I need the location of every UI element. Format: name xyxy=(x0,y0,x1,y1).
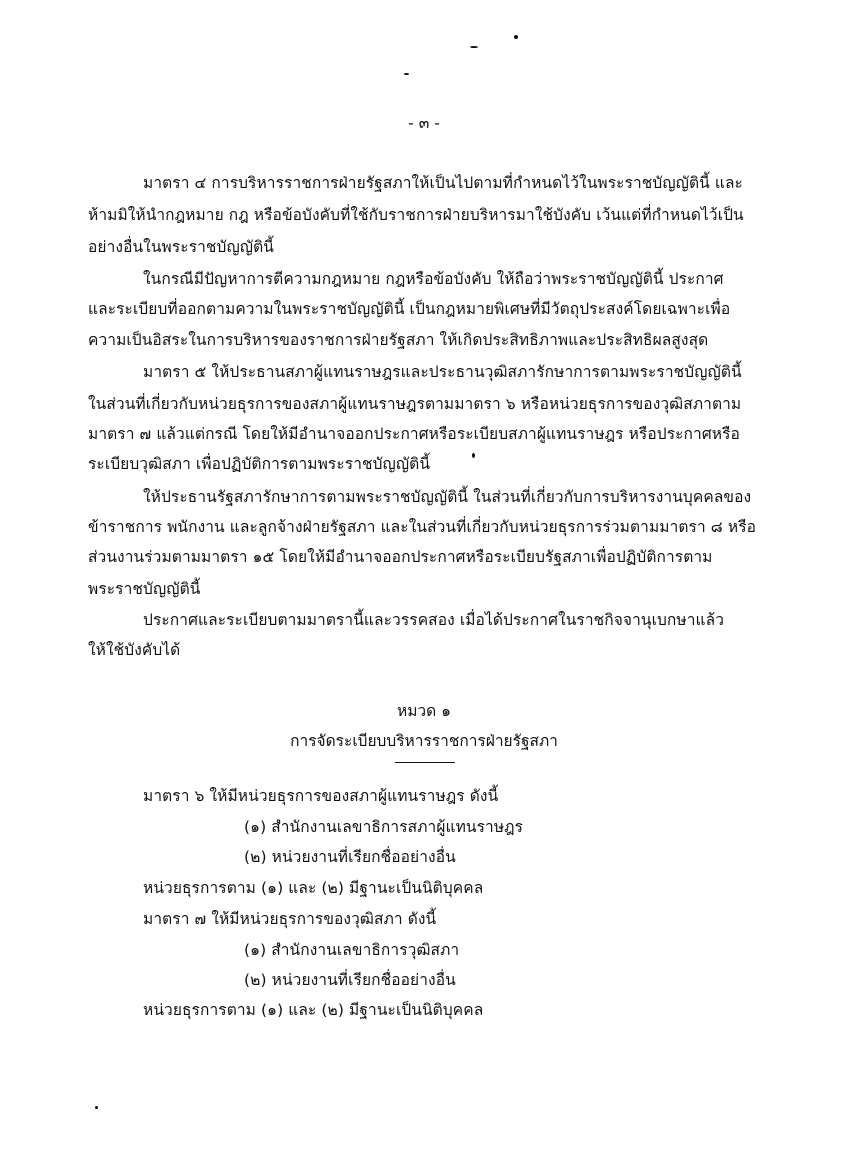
paragraph-line: พระราชบัญญัตินี้ xyxy=(88,580,201,598)
section-6-heading: มาตรา ๖ ให้มีหน่วยธุรการของสภาผู้แทนราษฎร ดังนี้ xyxy=(143,787,499,805)
chapter-number: หมวด ๑ xyxy=(397,702,451,720)
scan-speck xyxy=(470,46,478,48)
section-7-item-1: (๑) สำนักงานเลขาธิการวุฒิสภา xyxy=(244,941,460,959)
paragraph-line: มาตรา ๗ แล้วแต่กรณี โดยให้มีอำนาจออกประกาศหรือระเบียบสภาผู้แทนราษฎร หรือประกาศหรือ xyxy=(88,425,740,443)
scan-speck xyxy=(472,453,475,458)
paragraph-line: ในกรณีมีปัญหาการตีความกฎหมาย กฎหรือข้อบังคับ ให้ถือว่าพระราชบัญญัตินี้ ประกาศ xyxy=(143,270,724,288)
paragraph-line: ส่วนงานร่วมตามมาตรา ๑๕ โดยให้มีอำนาจออกประกาศหรือระเบียบรัฐสภาเพื่อปฏิบัติการตาม xyxy=(88,548,713,566)
paragraph-line: มาตรา ๔ การบริหารราชการฝ่ายรัฐสภาให้เป็นไปตามที่กำหนดไว้ในพระราชบัญญัตินี้ และ xyxy=(143,174,743,192)
paragraph-line: ให้ใช้บังคับได้ xyxy=(88,641,181,659)
page-number: - ๓ - xyxy=(408,114,440,132)
paragraph-line: ห้ามมิให้นำกฎหมาย กฎ หรือข้อบังคับที่ใช้กับราชการฝ่ายบริหารมาใช้บังคับ เว้นแต่ที่กำหนดไว้เป็น xyxy=(88,206,744,224)
chapter-divider xyxy=(395,762,455,763)
section-6-status: หน่วยธุรการตาม (๑) และ (๒) มีฐานะเป็นนิติบุคคล xyxy=(143,879,484,897)
section-6-item-1: (๑) สำนักงานเลขาธิการสภาผู้แทนราษฎร xyxy=(244,818,524,836)
paragraph-line: ความเป็นอิสระในการบริหารของราชการฝ่ายรัฐสภา ให้เกิดประสิทธิภาพและประสิทธิผลสูงสุด xyxy=(88,331,709,349)
scan-speck xyxy=(514,35,518,39)
section-6-item-2: (๒) หน่วยงานที่เรียกชื่ออย่างอื่น xyxy=(244,848,456,866)
paragraph-line: และระเบียบที่ออกตามความในพระราชบัญญัตินี้ เป็นกฎหมายพิเศษที่มีวัตถุประสงค์โดยเฉพาะเพื่อ xyxy=(88,300,731,318)
paragraph-line: ให้ประธานรัฐสภารักษาการตามพระราชบัญญัตินี้ ในส่วนที่เกี่ยวกับการบริหารงานบุคคลของ xyxy=(143,488,752,506)
paragraph-line: ในส่วนที่เกี่ยวกับหน่วยธุรการของสภาผู้แทนราษฎรตามมาตรา ๖ หรือหน่วยธุรการของวุฒิสภาตาม xyxy=(88,395,742,413)
section-7-status: หน่วยธุรการตาม (๑) และ (๒) มีฐานะเป็นนิติบุคคล xyxy=(143,1001,484,1019)
paragraph-line: ประกาศและระเบียบตามมาตรานี้และวรรคสอง เมื่อได้ประกาศในราชกิจจานุเบกษาแล้ว xyxy=(143,611,725,629)
chapter-title: การจัดระเบียบบริหารราชการฝ่ายรัฐสภา xyxy=(290,732,558,750)
paragraph-line: มาตรา ๕ ให้ประธานสภาผู้แทนราษฎรและประธานวุฒิสภารักษาการตามพระราชบัญญัตินี้ xyxy=(143,363,742,381)
paragraph-line: ระเบียบวุฒิสภา เพื่อปฏิบัติการตามพระราชบัญญัตินี้ xyxy=(88,455,431,473)
scan-speck xyxy=(95,1106,98,1109)
paragraph-line: อย่างอื่นในพระราชบัญญัตินี้ xyxy=(88,238,274,256)
section-7-item-2: (๒) หน่วยงานที่เรียกชื่ออย่างอื่น xyxy=(244,971,456,989)
section-7-heading: มาตรา ๗ ให้มีหน่วยธุรการของวุฒิสภา ดังนี้ xyxy=(143,910,437,928)
paragraph-line: ข้าราชการ พนักงาน และลูกจ้างฝ่ายรัฐสภา และในส่วนที่เกี่ยวกับหน่วยธุรการร่วมตามมาตรา ๘ หรือ xyxy=(88,518,757,536)
scan-speck xyxy=(404,73,409,75)
